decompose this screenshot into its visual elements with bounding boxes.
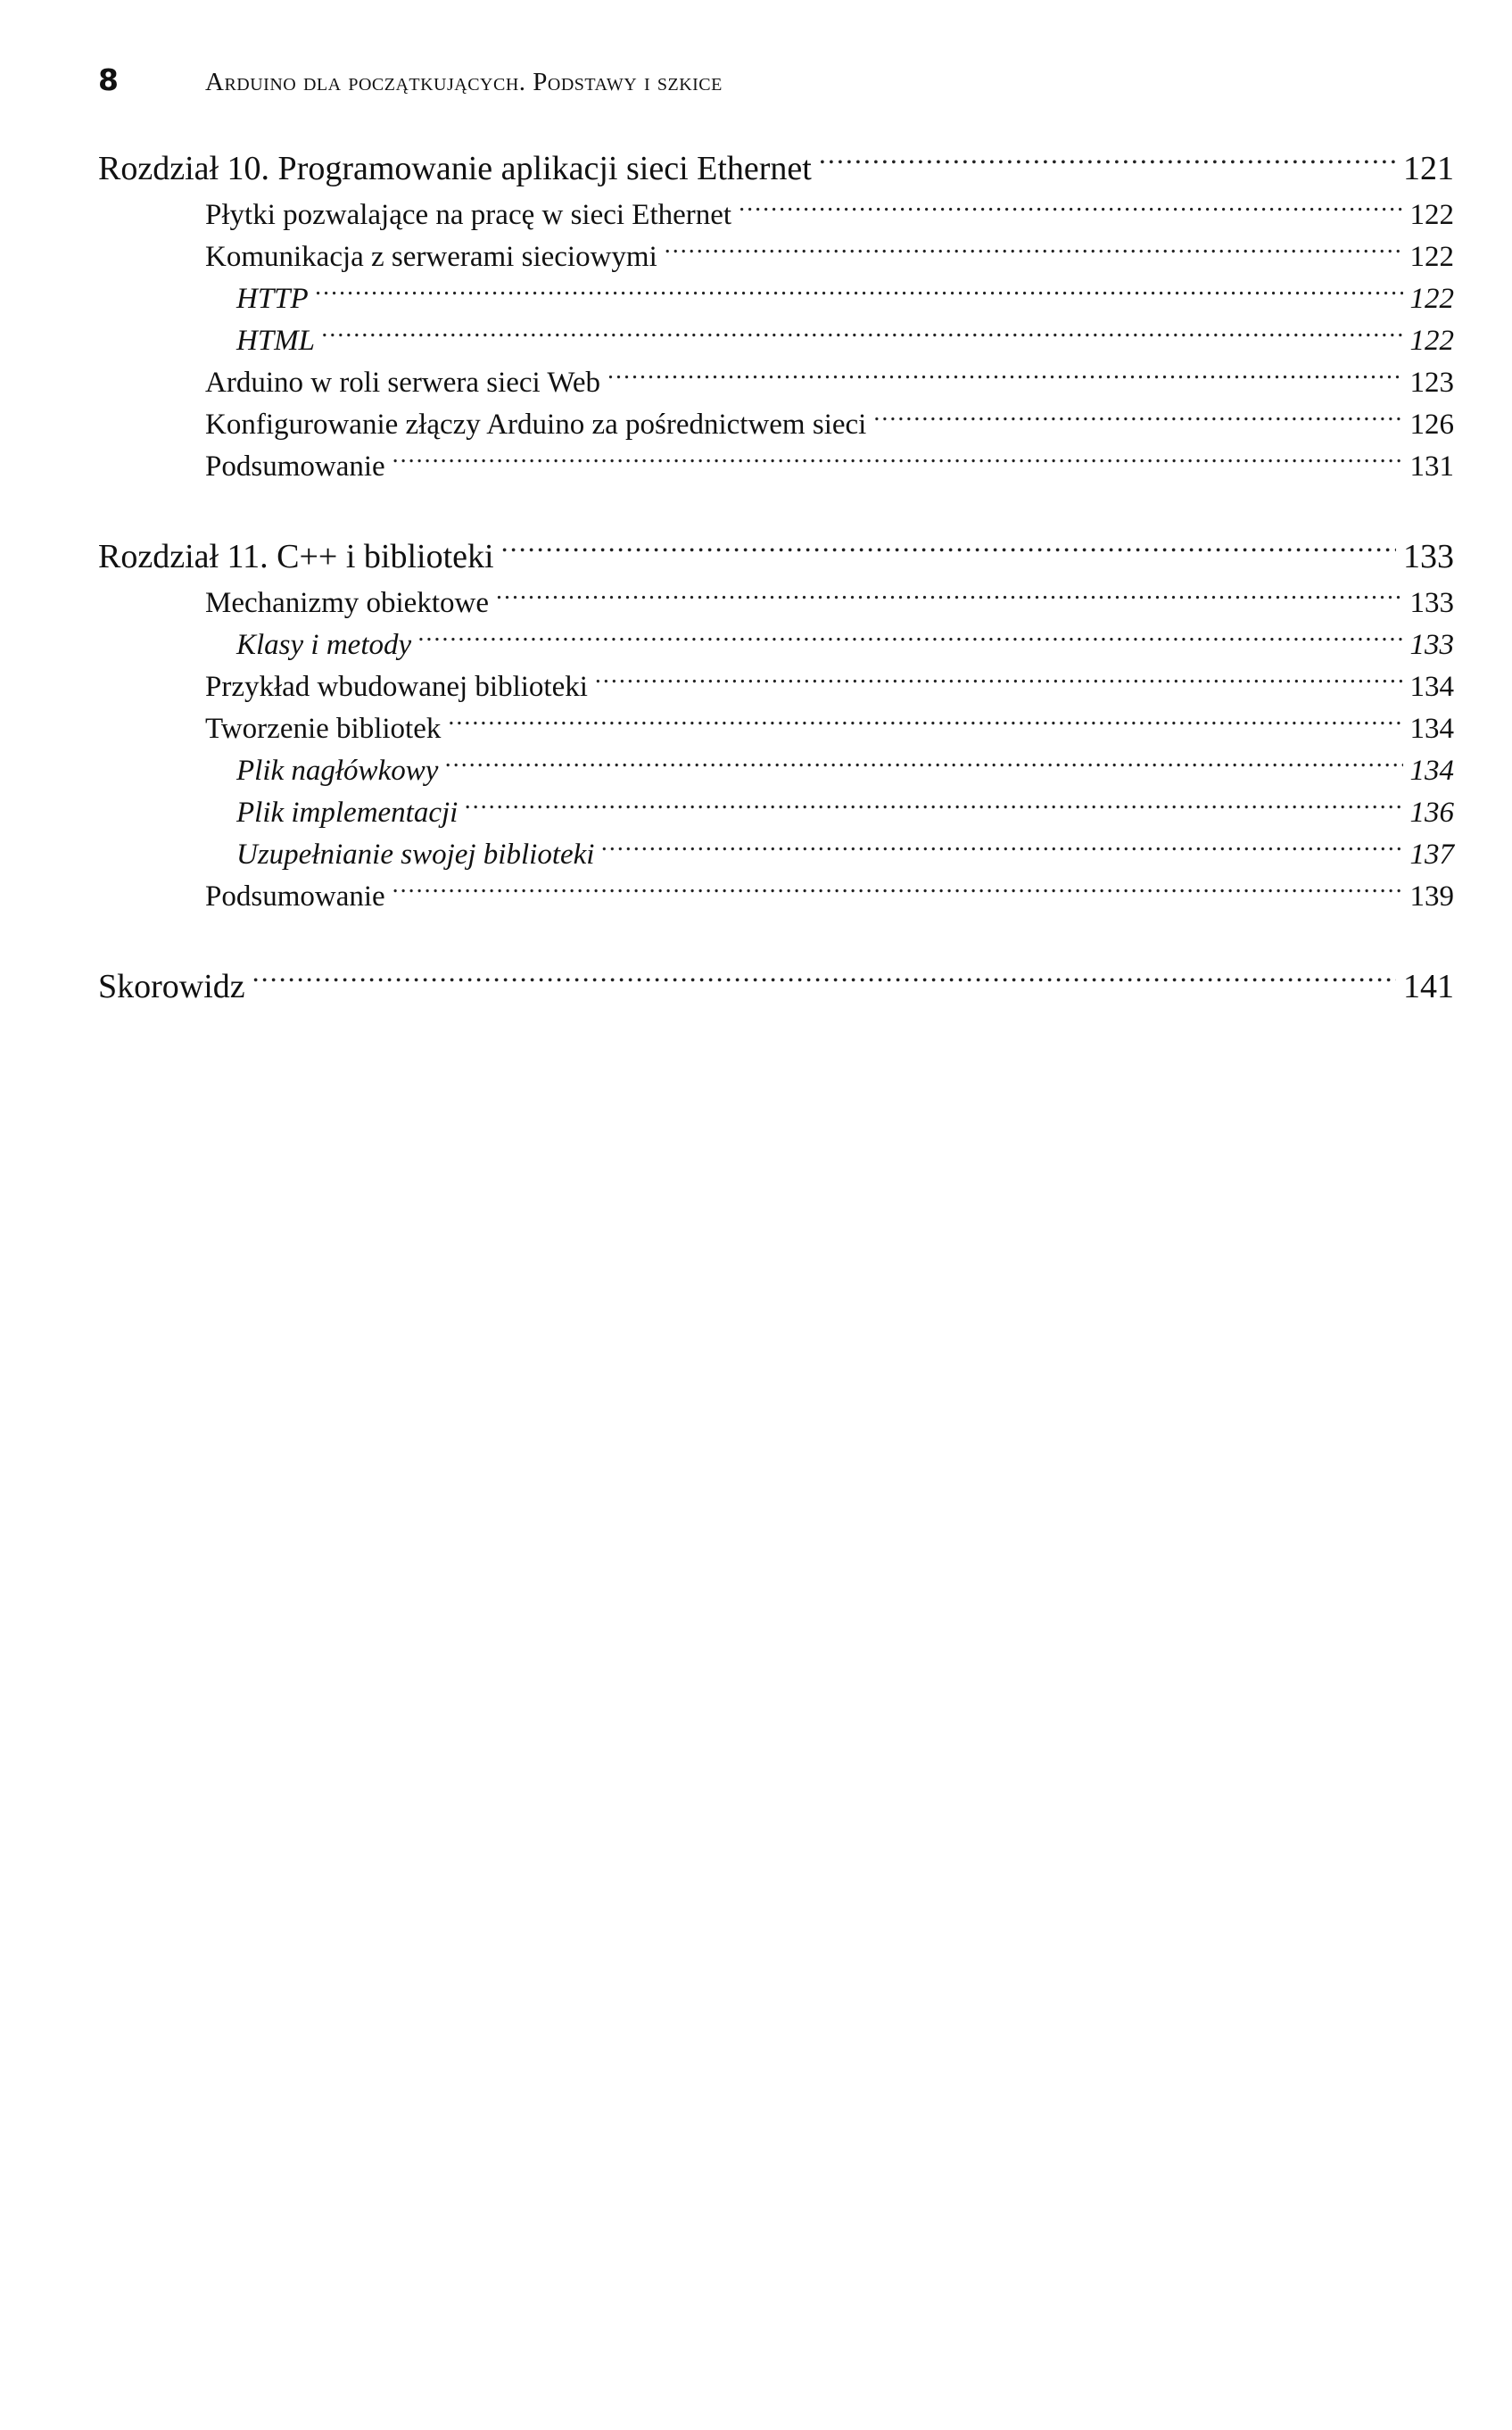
- dot-leader: [873, 404, 1402, 434]
- dot-leader: [607, 362, 1402, 392]
- entry-page: 122: [1409, 199, 1454, 231]
- entry-page: 122: [1409, 283, 1454, 315]
- entry-title: Podsumowanie: [205, 880, 385, 913]
- toc-entry: [205, 708, 1454, 750]
- entry-page: 134: [1409, 713, 1454, 745]
- dot-leader: [501, 533, 1396, 567]
- entry-title: Uzupełnianie swojej biblioteki: [236, 839, 595, 871]
- book-title: Arduino dla początkujących. Podstawy i szkice: [205, 68, 723, 96]
- index-page: 141: [1403, 968, 1454, 1005]
- toc-subentry: [236, 278, 1454, 320]
- chapter-11: [98, 531, 1454, 918]
- toc-subentry: [236, 320, 1454, 362]
- entry-title: Plik nagłówkowy: [236, 755, 439, 787]
- entry-page: 131: [1409, 450, 1454, 483]
- toc-entry: [205, 194, 1454, 236]
- entry-title: Konfigurowanie złączy Arduino za pośrednictwem sieci: [205, 409, 867, 441]
- table-of-contents: [98, 143, 1454, 1012]
- toc-entry: [205, 362, 1454, 404]
- entry-page: 126: [1409, 409, 1454, 441]
- entry-title: Arduino w roli serwera sieci Web: [205, 367, 601, 399]
- entry-title: Tworzenie bibliotek: [205, 713, 442, 745]
- entry-title: Przykład wbudowanej biblioteki: [205, 671, 588, 703]
- dot-leader: [418, 624, 1402, 654]
- running-header: [98, 62, 1454, 107]
- chapter-page: 121: [1403, 150, 1454, 187]
- entry-page: 137: [1409, 839, 1454, 871]
- entry-page: 134: [1409, 671, 1454, 703]
- dot-leader: [392, 446, 1403, 475]
- chapter-title: Rozdział 11. C++ i biblioteki: [98, 538, 494, 575]
- entry-page: 122: [1409, 325, 1454, 357]
- dot-leader: [819, 145, 1396, 179]
- entry-title: Klasy i metody: [236, 629, 412, 661]
- dot-leader: [445, 750, 1402, 780]
- entry-title: HTML: [236, 325, 316, 357]
- toc-subentry: [236, 792, 1454, 834]
- entry-page: 133: [1409, 587, 1454, 619]
- dot-leader: [739, 194, 1402, 224]
- dot-leader: [465, 792, 1402, 822]
- toc-entry: [205, 876, 1454, 918]
- dot-leader: [601, 834, 1402, 864]
- toc-subentry: [236, 624, 1454, 666]
- index-heading: [98, 961, 1454, 1012]
- toc-subentry: [236, 750, 1454, 792]
- dot-leader: [595, 666, 1403, 696]
- toc-entry: [205, 583, 1454, 624]
- dot-leader: [392, 876, 1403, 905]
- page-number: 8: [98, 62, 119, 97]
- chapter-10: [98, 143, 1454, 488]
- entry-page: 133: [1409, 629, 1454, 661]
- entry-title: HTTP: [236, 283, 309, 315]
- chapter-page: 133: [1403, 538, 1454, 575]
- entry-title: Plik implementacji: [236, 797, 459, 829]
- chapter-heading: [98, 531, 1454, 583]
- dot-leader: [448, 708, 1402, 738]
- entry-title: Mechanizmy obiektowe: [205, 587, 489, 619]
- entry-page: 136: [1409, 797, 1454, 829]
- entry-page: 139: [1409, 880, 1454, 913]
- toc-entry: [205, 404, 1454, 446]
- dot-leader: [665, 236, 1403, 266]
- dot-leader: [322, 320, 1402, 350]
- entry-title: Podsumowanie: [205, 450, 385, 483]
- index-title: Skorowidz: [98, 968, 245, 1005]
- chapter-title: Rozdział 10. Programowanie aplikacji sieci Ethernet: [98, 150, 812, 187]
- entry-page: 122: [1409, 241, 1454, 273]
- entry-title: Komunikacja z serwerami sieciowymi: [205, 241, 657, 273]
- entry-page: 134: [1409, 755, 1454, 787]
- toc-entry: [205, 666, 1454, 708]
- toc-entry: [205, 236, 1454, 278]
- entry-title: Płytki pozwalające na pracę w sieci Ethernet: [205, 199, 732, 231]
- dot-leader: [252, 963, 1396, 997]
- dot-leader: [316, 278, 1403, 308]
- toc-entry: [205, 446, 1454, 488]
- entry-page: 123: [1409, 367, 1454, 399]
- chapter-heading: [98, 143, 1454, 194]
- dot-leader: [496, 583, 1403, 612]
- toc-subentry: [236, 834, 1454, 876]
